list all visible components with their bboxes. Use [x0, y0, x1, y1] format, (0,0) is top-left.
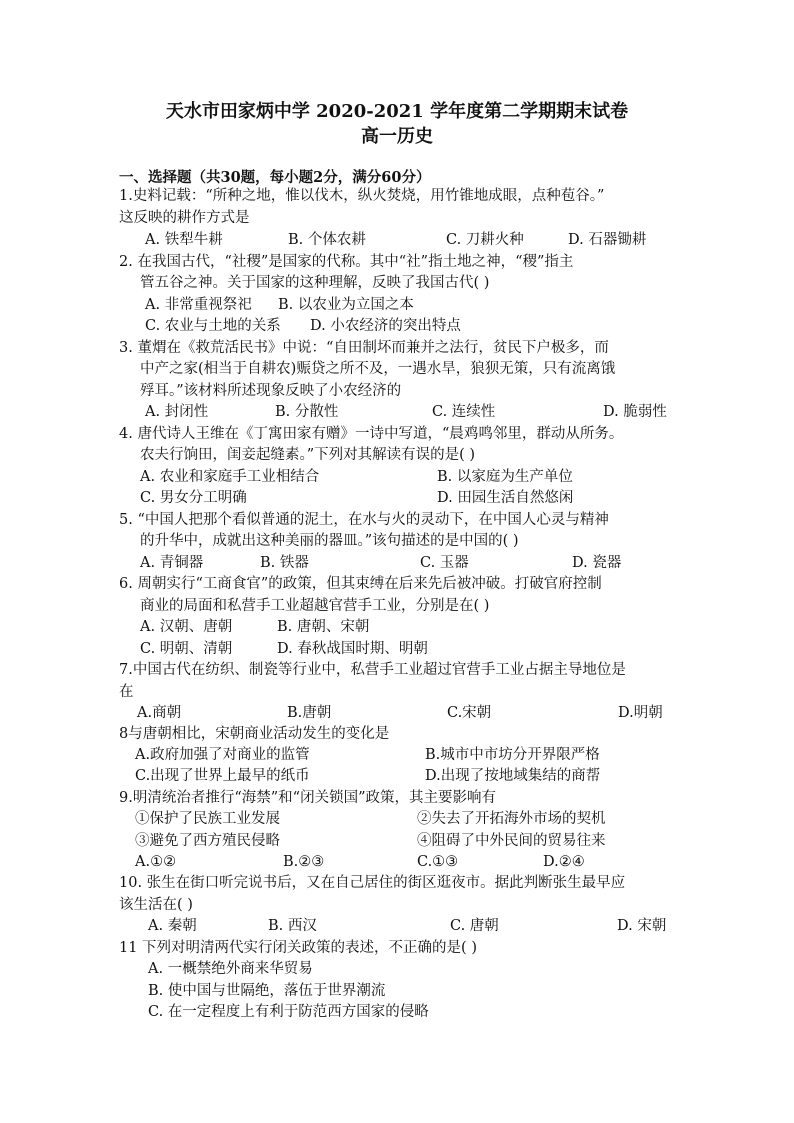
question-8-option-d: D.出现了按地域集结的商帮 — [425, 768, 601, 784]
question-5-option-d: D. 瓷器 — [572, 555, 622, 571]
question-4-option-d: D. 田园生活自然悠闲 — [437, 490, 574, 506]
question-4-option-b: B. 以家庭为生产单位 — [437, 469, 573, 485]
question-1-line-2: 这反映的耕作方式是 — [119, 210, 250, 226]
question-5-line-1: 5. “中国人把那个看似普通的泥土，在水与火的灵动下，在中国人心灵与精神 — [119, 512, 609, 528]
question-10-option-a: A. 秦朝 — [148, 918, 197, 934]
question-6-option-a: A. 汉朝、唐朝 — [140, 619, 233, 635]
question-8-line-1: 8与唐朝相比，宋朝商业活动发生的变化是 — [119, 726, 390, 742]
question-10-line-2: 该生活在( ) — [119, 897, 193, 913]
question-6-option-d: D. 春秋战国时期、明朝 — [277, 641, 428, 657]
section-heading: 一、选择题（共30题，每小题2分，满分60分） — [119, 169, 431, 186]
question-1-option-d: D. 石器锄耕 — [568, 232, 647, 248]
question-5-line-2: 的升华中，成就出这种美丽的器皿。”该句描述的是中国的( ) — [140, 533, 519, 549]
question-2-option-b: B. 以农业为立国之本 — [278, 297, 414, 313]
question-6-option-c: C. 明朝、清朝 — [140, 641, 233, 657]
question-3-line-1: 3. 董煟在《救荒活民书》中说：“自田制坏而兼并之法行，贫民下户极多，而 — [119, 340, 609, 356]
question-7-option-d: D.明朝 — [618, 705, 663, 721]
question-9-option-c: C.①③ — [417, 854, 459, 870]
question-7-option-a: A.商朝 — [137, 705, 182, 721]
question-5-option-c: C. 玉器 — [420, 555, 469, 571]
question-4-line-2: 农夫行饷田，闺妾起缝素。”下列对其解读有误的是( ) — [140, 447, 476, 463]
question-7-option-c: C.宋朝 — [447, 705, 492, 721]
question-7-line-1: 7.中国古代在纺织、制瓷等行业中，私营手工业超过官营手工业占据主导地位是 — [119, 662, 626, 678]
question-8-option-a: A.政府加强了对商业的监管 — [135, 747, 310, 763]
question-11-option-a: A. 一概禁绝外商来华贸易 — [148, 961, 313, 977]
question-1-line-1: 1.史料记载：“所种之地，惟以伐木，纵火焚烧，用竹锥地成眼，点种苞谷。” — [119, 188, 605, 204]
question-9-item-2: ②失去了开拓海外市场的契机 — [417, 811, 606, 827]
question-11-option-c: C. 在一定程度上有利于防范西方国家的侵略 — [148, 1004, 429, 1020]
question-4-option-a: A. 农业和家庭手工业相结合 — [140, 469, 320, 485]
question-9-line-1: 9.明清统治者推行“海禁”和“闭关锁国”政策，其主要影响有 — [119, 790, 496, 806]
question-3-option-d: D. 脆弱性 — [603, 404, 667, 420]
question-10-option-c: C. 唐朝 — [450, 918, 499, 934]
question-9-item-4: ④阻碍了中外民间的贸易往来 — [417, 833, 606, 849]
exam-title: 天水市田家炳中学 2020-2021 学年度第二学期期末试卷 — [165, 101, 629, 122]
question-2-line-2: 管五谷之神。关于国家的这种理解，反映了我国古代( ) — [140, 275, 490, 291]
question-5-option-a: A. 青铜器 — [140, 555, 204, 571]
question-10-line-1: 10. 张生在街口听完说书后，又在自己居住的街区逛夜市。据此判断张生最早应 — [119, 875, 626, 891]
question-2-option-d: D. 小农经济的突出特点 — [310, 318, 461, 334]
exam-subtitle: 高一历史 — [361, 126, 433, 147]
question-8-option-c: C.出现了世界上最早的纸币 — [135, 768, 310, 784]
question-8-option-b: B.城市中市坊分开界限严格 — [425, 747, 600, 763]
question-9-option-a: A.①② — [135, 854, 177, 870]
question-11-option-b: B. 使中国与世隔绝，落伍于世界潮流 — [148, 983, 386, 999]
question-9-item-1: ①保护了民族工业发展 — [135, 811, 280, 827]
question-3-option-b: B. 分散性 — [275, 404, 339, 420]
question-10-option-b: B. 西汉 — [268, 918, 317, 934]
question-9-item-3: ③避免了西方殖民侵略 — [135, 833, 280, 849]
question-2-option-a: A. 非常重视祭祀 — [145, 297, 252, 313]
question-1-option-c: C. 刀耕火种 — [446, 232, 524, 248]
question-3-option-c: C. 连续性 — [432, 404, 496, 420]
question-9-option-b: B.②③ — [283, 854, 325, 870]
question-10-option-d: D. 宋朝 — [617, 918, 667, 934]
question-1-option-b: B. 个体农耕 — [288, 232, 366, 248]
question-6-line-2: 商业的局面和私营手工业超越官营手工业，分别是在( ) — [140, 598, 490, 614]
question-9-option-d: D.②④ — [543, 854, 585, 870]
question-5-option-b: B. 铁器 — [260, 555, 309, 571]
question-7-line-2: 在 — [119, 684, 134, 700]
question-3-line-3: 殍耳。”该材料所述现象反映了小农经济的 — [140, 383, 402, 399]
question-4-line-1: 4. 唐代诗人王维在《丁寓田家有赠》一诗中写道，“晨鸡鸣邻里，群动从所务。 — [119, 426, 624, 442]
question-3-option-a: A. 封闭性 — [145, 404, 209, 420]
question-2-option-c: C. 农业与土地的关系 — [145, 318, 281, 334]
question-6-option-b: B. 唐朝、宋朝 — [277, 619, 370, 635]
question-3-line-2: 中产之家(相当于自耕农)赈贷之所不及，一遇水旱，狼狈无策，只有流离饿 — [140, 361, 616, 377]
question-7-option-b: B.唐朝 — [287, 705, 332, 721]
question-6-line-1: 6. 周朝实行“工商食官”的政策，但其束缚在后来先后被冲破。打破官府控制 — [119, 576, 602, 592]
question-1-option-a: A. 铁犁牛耕 — [145, 232, 223, 248]
question-4-option-c: C. 男女分工明确 — [140, 490, 247, 506]
question-2-line-1: 2. 在我国古代，“社稷”是国家的代称。其中“社”指土地之神，“稷”指主 — [119, 254, 574, 270]
question-11-line-1: 11 下列对明清两代实行闭关政策的表述，不正确的是( ) — [119, 940, 477, 956]
